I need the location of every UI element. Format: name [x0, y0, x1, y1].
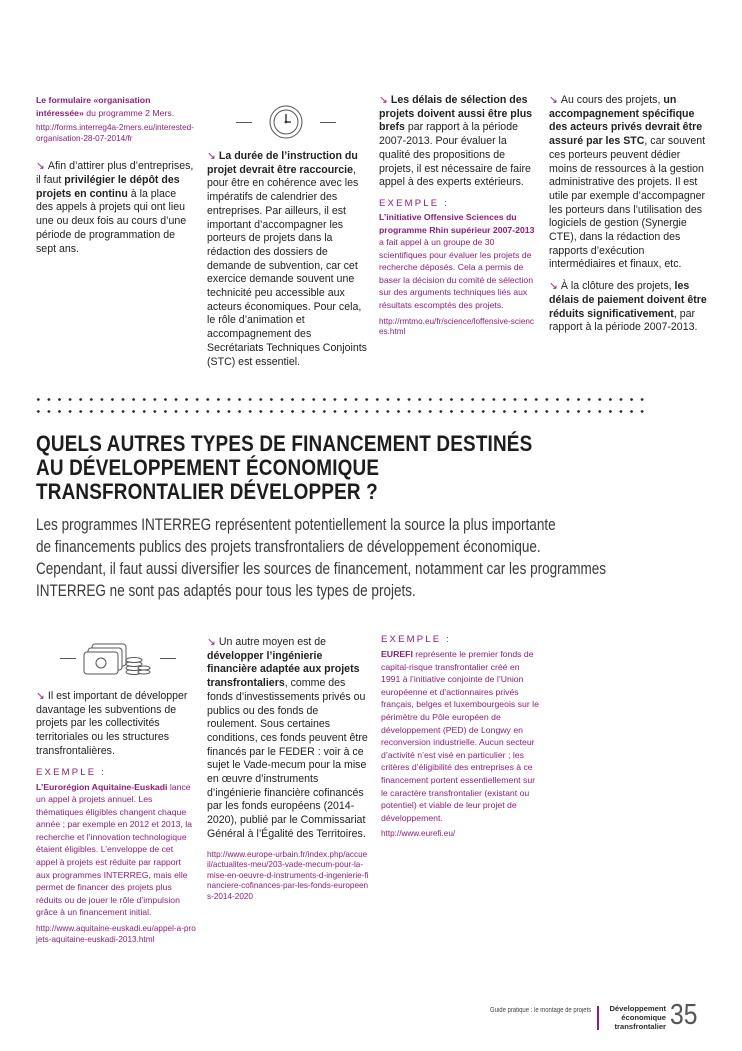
column-1 [36, 94, 194, 256]
clock-icon-block [236, 104, 336, 140]
exemple-text: L’initiative Offensive Sciences du programme Rhin supérieur 2007-2013 a fait appel à un groupe de 30 scientifiques pour évaluer les projets de recherche déposés. Cela a permis de baser la décision du comité de sélection sur des arguments techniques liés aux résultats escomptés des projets. [379, 211, 535, 311]
exemple-link[interactable]: http://www.eurefi.eu/ [381, 829, 456, 839]
divider-left [60, 658, 76, 659]
clock-icon [268, 104, 304, 140]
exemple-text: EUREFI représente le premier fonds de capital-risque transfrontalier créé en 1991 à l’initiative conjointe de l’Union européenne et d’actionnaires privés français, belges et luxembourgeois sur le périmètre du Pôle européen de développement (PED) de Longwy en reconversion industrielle. Aucun secteur d’activité n’est visé en particulier ; les critères d’éligibilité des entreprises à ce financement portent essentiellement sur le caractère transfrontalier (existant ou potentiel) et viable de leur projet de développement. [381, 649, 539, 823]
footer-section-line-3: transfrontalier [614, 1021, 666, 1031]
form-tail: du programme 2 Mers. [83, 107, 175, 118]
column-3 [379, 94, 537, 338]
arrow-icon: ↘ [549, 280, 558, 293]
arrow-icon: ↘ [549, 94, 558, 106]
b1-paragraph: ↘ Il est important de développer davantage les subventions de projets par les collectivités territoriales ou les structures transfrontalières. [36, 690, 188, 757]
section-title [36, 432, 636, 504]
divider-left [236, 122, 252, 123]
b2-paragraph: ↘ Un autre moyen est de développer l’ingénierie financière adaptée aux projets transfrontaliers, comme des fonds d’investissements privés ou publics ou des fonds de roulement. Sous certaines conditions, ces fonds peuvent être financés par le FEDER : voir à ce sujet le Vade-mecum pour la mise en œuvre d’instruments d’ingénierie financière cofinancés par les fonds européens (2014-2020), publié par le Commissariat Général à l’Égalité des Territoires. [207, 636, 368, 840]
col3-paragraph: ↘ Les délais de sélection des projets doivent aussi être plus brefs par rapport à la période 2007-2013. Pour évaluer la qualité des propositions de projets, il est nécessaire de faire appel à des experts extérieurs. [379, 94, 533, 189]
arrow-icon: ↘ [36, 160, 45, 173]
exemple-link[interactable]: http://www.aquitaine-euskadi.eu/appel-a-projets-aquitaine-euskadi-2013.html [36, 924, 196, 944]
footer-section-line-2: économique [621, 1012, 666, 1022]
intro-line-1: Les programmes INTERREG représentent potentiellement la source la plus importante [36, 516, 556, 534]
bottom-column-2 [207, 636, 369, 903]
form-note [36, 94, 194, 119]
column-2 [207, 150, 367, 369]
col4-paragraph-2: ↘ À la clôture des projets, les délais de paiement doivent être réduits significativement, par rapport à la période 2007-2013. [549, 280, 707, 334]
arrow-icon: ↘ [207, 150, 216, 162]
section-title-line-2: AU DÉVELOPPEMENT ÉCONOMIQUE [36, 455, 380, 480]
footer [460, 999, 710, 1034]
form-title: Le formulaire «organisation intéressée» [36, 95, 151, 118]
divider-right [320, 122, 336, 123]
dotted-separator-2 [33, 410, 645, 413]
exemple-text: L’Eurorégion Aquitaine-Euskadi lance un appel à projets annuel. Les thématiques éligibles changent chaque année ; par exemple en 2012 et 2013, la recherche et l’innovation technologique étaient éligibles. L’enveloppe de cet appel à projets est réduite par rapport aux programmes INTERREG, mais elle permet de financer des projets plus réduits ou de jouer le rôle d’impulsion grâce à un financement initial. [36, 781, 193, 918]
intro-line-2: de financements publics des projets transfrontaliers de développement économique. [36, 538, 541, 556]
col4-paragraph-1: ↘ Au cours des projets, un accompagnement spécifique des acteurs privés devrait être assuré par les STC, car souvent ces porteurs peuvent dédier moins de ressources à la gestion administrative des projets. Il est utile par exemple d’accompagner les porteurs dans l’utilisation des logiciels de gestion (Synergie CTE), dans la rédaction des rapports d’exécution intermédiaires et finaux, etc. [549, 94, 706, 271]
dotted-separator-1 [33, 398, 645, 401]
arrow-icon: ↘ [36, 690, 45, 702]
arrow-icon: ↘ [379, 94, 388, 106]
exemple-link[interactable]: http://rmtmo.eu/fr/science/loffensive-sciences.html [379, 316, 535, 337]
page-number: 35 [670, 999, 698, 1031]
col2-paragraph: ↘ La durée de l’instruction du projet devrait être raccourcie, pour être en cohérence avec les impératifs de calendrier des entreprises. Par ailleurs, il est important d’accompagner les porteurs de projets dans la rédaction des dossiers de demande de subvention, car cet exercice demande souvent une technicité peu accessible aux acteurs économiques. Pour cela, le rôle d’animation et accompagnement des Secrétariats Techniques Conjoints (STC) est essentiel. [207, 150, 367, 368]
footer-divider [597, 1006, 599, 1030]
money-icon-block [60, 636, 180, 680]
exemple-label: EXEMPLE : [379, 197, 449, 209]
column-4 [549, 94, 709, 335]
footer-section-line-1: Développement [609, 1004, 666, 1013]
exemple-label: EXEMPLE : [36, 766, 106, 778]
bottom-column-1 [36, 690, 196, 945]
exemple-label: EXEMPLE : [381, 634, 451, 645]
col1-paragraph: ↘ Afin d’attirer plus d’entreprises, il faut privilégier le dépôt des projets en continu à la place des appels à projets qui ont lieu une ou deux fois au cours d’une période de programmation de sept ans. [36, 160, 194, 255]
section-intro [36, 514, 686, 602]
form-link[interactable]: http://forms.interreg4a-2mers.eu/interested-organisation-28-07-2014/fr [36, 123, 194, 143]
section-title-line-1: QUELS AUTRES TYPES DE FINANCEMENT DESTINÉS [36, 431, 533, 456]
bottom-column-3 [381, 634, 541, 840]
b2-link[interactable]: http://www.europe-urbain.fr/index.php/accueil/actualites-meu/203-vade-mecum-pour-la-mise-en-oeuvre-d-instruments-d-ingenierie-financiere-cofinances-par-les-fonds-europeens-2014-2020 [207, 849, 369, 901]
arrow-icon: ↘ [207, 636, 216, 648]
money-icon [82, 636, 154, 680]
intro-line-4: INTERREG ne sont pas adaptés pour tous les types de projets. [36, 582, 416, 600]
divider-right [160, 658, 176, 659]
footer-section [600, 1005, 666, 1031]
intro-line-3: Cependant, il faut aussi diversifier les sources de financement, notamment car les programmes [36, 560, 607, 578]
section-title-line-3: TRANSFRONTALIER DÉVELOPPER ? [36, 479, 378, 504]
footer-guide-text: Guide pratique : le montage de projets [490, 1007, 592, 1014]
